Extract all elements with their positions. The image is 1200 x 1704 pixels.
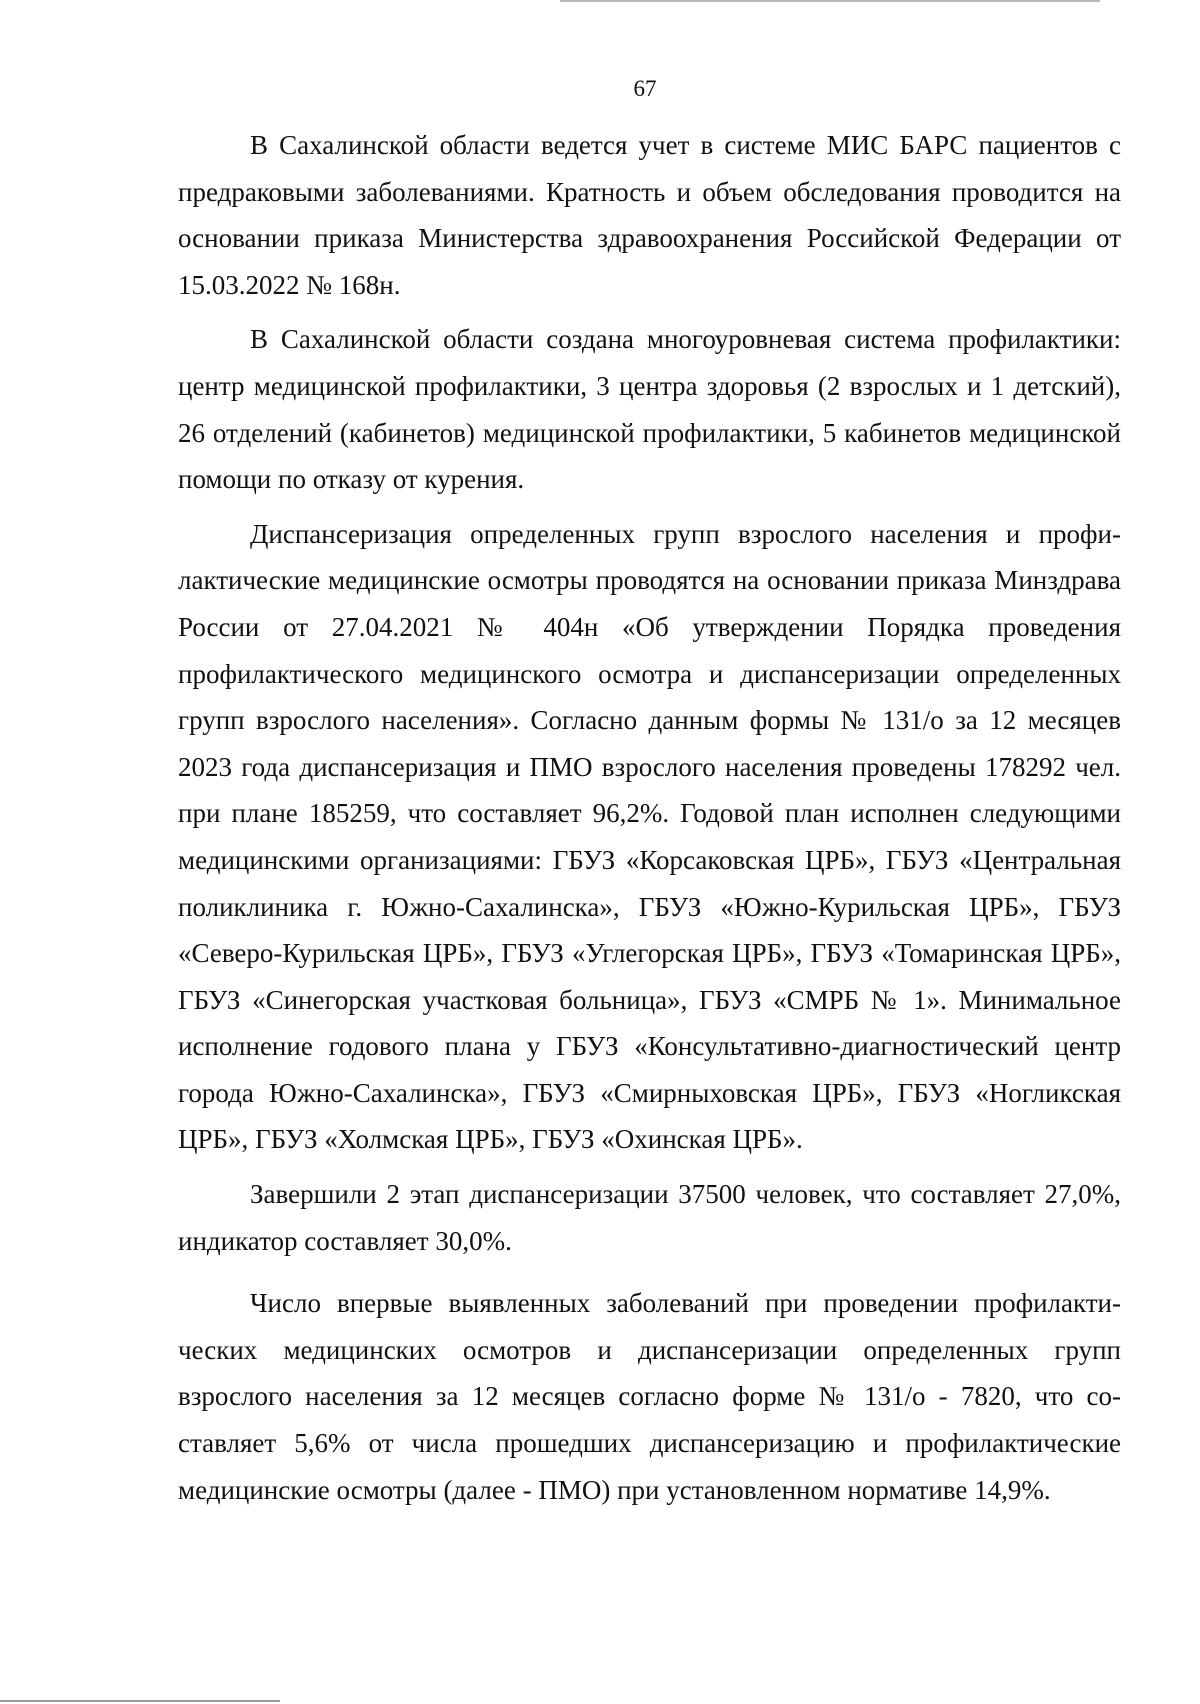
scan-edge-bottom [0,1700,280,1702]
paragraph-prevention-system: В Сахалинской области создана многоуровневая система профилактики: центр медицинской профилактики, 3 центра здоровья (2 взрослых и 1 детский), 26 отделений (кабинетов) медицинской профилактики, 5 кабинетов медицинской помощи по отказу от курения. [178,324,1121,495]
paragraph-detected-diseases: Число впервые выявленных заболеваний при проведении профилактических медицинских осмотров и диспансеризации определенных групп взрослого населения за 12 месяцев согласно форме № 131/о - 7820, что составляет 5,6% от числа прошедших диспансеризацию и профилактические медицинские осмотры (далее - ПМО) при установленном нормативе 14,9%. [178,1288,1121,1505]
paragraph-mis-bars: В Сахалинской области ведется учет в системе МИС БАРС пациентов с предраковыми заболеваниями. Кратность и объем обследования проводится на основании приказа Министерства здравоохранения Российской Федерации от 15.03.2022 № 168н. [178,130,1121,300]
page-number: 67 [633,76,657,101]
paragraph-dispensarization: Диспансеризация определенных групп взрослого населения и профилактические медицинские осмотры проводятся на основании приказа Минздрава России от 27.04.2021 № 404н «Об утверждении Порядка проведения профилактического медицинского осмотра и диспансеризации определенных групп взрослого населения». Согласно данным формы № 131/о за 12 месяцев 2023 года диспансеризация и ПМО взрослого населения проведены 178292 чел. при плане 185259, что составляет 96,2%. Годовой план исполнен следующими медицинскими организациями: ГБУЗ «Корсаковская ЦРБ», ГБУЗ «Центральная поликлиника г. Южно-Сахалинска», ГБУЗ «Южно-Курильская ЦРБ», ГБУЗ «Северо-Курильская ЦРБ», ГБУЗ «Углегорская ЦРБ», ГБУЗ «Томаринская ЦРБ», ГБУЗ «Синегорская участковая больница», ГБУЗ «СМРБ № 1». Минимальное исполнение годового плана у ГБУЗ «Консультативно-диагностический центр города Южно-Сахалинска», ГБУЗ «Смирныховская ЦРБ», ГБУЗ «Ногликская ЦРБ», ГБУЗ «Холмская ЦРБ», ГБУЗ «Охинская ЦРБ». [178,518,1121,1155]
scan-edge-top [560,0,1100,2]
document-body [178,122,1121,1521]
paragraph-second-stage: Завершили 2 этап диспансеризации 37500 человек, что составляет 27,0%, индикатор составляет 30,0%. [178,1179,1121,1256]
